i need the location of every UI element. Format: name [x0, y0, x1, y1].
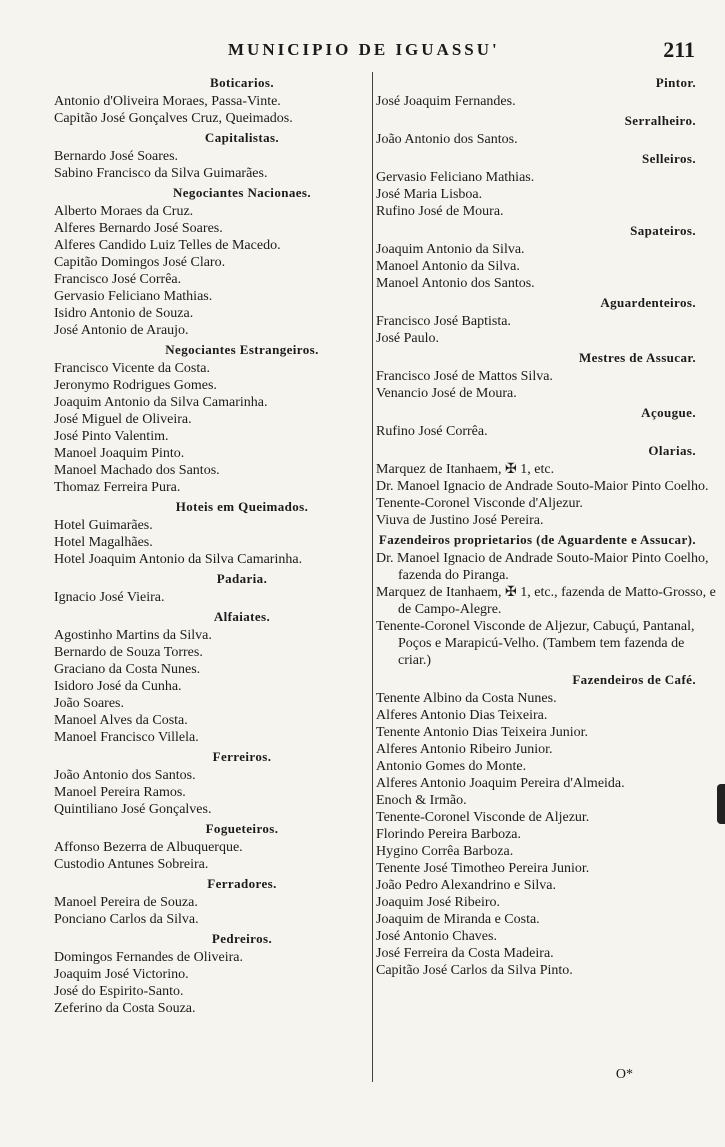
directory-entry: Alferes Antonio Dias Teixeira.	[376, 708, 548, 723]
section-title: Fazendeiros de Café.	[572, 672, 696, 687]
directory-entry: João Soares.	[54, 696, 124, 711]
section-title: Aguardenteiros.	[600, 295, 696, 310]
directory-entry: João Antonio dos Santos.	[376, 132, 518, 147]
directory-entry: Florindo Pereira Barboza.	[376, 827, 522, 842]
section-title: Pedreiros.	[211, 931, 273, 946]
directory-entry: José Antonio de Araujo.	[54, 323, 189, 338]
directory-entry: Hygino Corrêa Barboza.	[376, 844, 514, 859]
page-title: MUNICIPIO DE IGUASSU'	[228, 40, 500, 59]
section-title: Padaria.	[216, 571, 268, 586]
directory-entry: Ponciano Carlos da Silva.	[54, 912, 199, 927]
directory-entry: Alferes Bernardo José Soares.	[54, 221, 223, 236]
directory-entry: Graciano da Costa Nunes.	[54, 662, 201, 677]
directory-entry: Capitão José Carlos da Silva Pinto.	[376, 963, 573, 978]
page-header	[0, 37, 725, 70]
directory-entry: Quintiliano José Gonçalves.	[54, 802, 212, 817]
directory-entry: Manoel Alves da Costa.	[54, 713, 188, 728]
directory-entry: Manoel Antonio da Silva.	[376, 259, 520, 274]
directory-entry: José Pinto Valentim.	[54, 429, 169, 444]
directory-entry: Hotel Joaquim Antonio da Silva Camarinha.	[54, 552, 303, 567]
section-title: Ferreiros.	[212, 749, 272, 764]
right-column	[376, 72, 716, 979]
directory-entry: Zeferino da Costa Souza.	[54, 1001, 196, 1016]
directory-entry: Jeronymo Rodrigues Gomes.	[54, 378, 217, 393]
section-title: Fazendeiros proprietarios (de Aguardente e Assucar).	[378, 532, 696, 547]
directory-entry: Custodio Antunes Sobreira.	[54, 857, 209, 872]
directory-entry: Manoel Machado dos Santos.	[54, 463, 220, 478]
directory-entry: Agostinho Martins da Silva.	[54, 628, 212, 643]
directory-entry: Antonio Gomes do Monte.	[376, 759, 527, 774]
directory-entry: Francisco José Baptista.	[376, 314, 511, 329]
directory-entry: José Joaquim Fernandes.	[376, 94, 516, 109]
directory-entry: José Miguel de Oliveira.	[54, 412, 192, 427]
directory-entry: Capitão Domingos José Claro.	[54, 255, 226, 270]
page-number: 211	[663, 37, 695, 62]
directory-entry: Sabino Francisco da Silva Guimarães.	[54, 166, 268, 181]
directory-entry: Tenente Albino da Costa Nunes.	[376, 691, 557, 706]
directory-entry: Marquez de Itanhaem, ✠ 1, etc., fazenda de Matto-Grosso, e de Campo-Alegre.	[376, 585, 716, 617]
section-title: Selleiros.	[642, 151, 696, 166]
directory-entry: Gervasio Feliciano Mathias.	[54, 289, 213, 304]
directory-entry: Hotel Magalhães.	[54, 535, 153, 550]
directory-entry: José Ferreira da Costa Madeira.	[376, 946, 554, 961]
section-title: Fogueteiros.	[205, 821, 279, 836]
directory-entry: Capitão José Gonçalves Cruz, Queimados.	[54, 111, 293, 126]
directory-entry: Alferes Candido Luiz Telles de Macedo.	[54, 238, 281, 253]
section-title: Sapateiros.	[630, 223, 696, 238]
directory-entry: Venancio José de Moura.	[376, 386, 517, 401]
section-title: Hoteis em Queimados.	[175, 499, 309, 514]
directory-entry: Dr. Manoel Ignacio de Andrade Souto-Maior Pinto Coelho, fazenda do Piranga.	[376, 551, 709, 583]
directory-entry: Francisco Vicente da Costa.	[54, 361, 210, 376]
directory-entry: Rufino José de Moura.	[376, 204, 504, 219]
directory-entry: Tenente José Timotheo Pereira Junior.	[376, 861, 590, 876]
directory-entry: Bernardo de Souza Torres.	[54, 645, 203, 660]
directory-entry: Viuva de Justino José Pereira.	[376, 513, 544, 528]
directory-entry: José do Espirito-Santo.	[54, 984, 184, 999]
section-title: Capitalistas.	[204, 130, 280, 145]
directory-entry: Joaquim de Miranda e Costa.	[376, 912, 540, 927]
directory-entry: Dr. Manoel Ignacio de Andrade Souto-Maior Pinto Coelho.	[376, 479, 709, 494]
directory-entry: Joaquim Antonio da Silva Camarinha.	[54, 395, 268, 410]
directory-entry: Ignacio José Vieira.	[54, 590, 165, 605]
directory-entry: Francisco José de Mattos Silva.	[376, 369, 553, 384]
directory-entry: Affonso Bezerra de Albuquerque.	[54, 840, 243, 855]
directory-entry: Enoch & Irmão.	[376, 793, 467, 808]
directory-entry: Tenente-Coronel Visconde d'Aljezur.	[376, 496, 583, 511]
left-column	[54, 72, 370, 1017]
directory-entry: Joaquim Antonio da Silva.	[376, 242, 525, 257]
signature-mark: O*	[615, 1067, 633, 1082]
directory-entry: Alferes Antonio Ribeiro Junior.	[376, 742, 553, 757]
directory-entry: José Antonio Chaves.	[376, 929, 497, 944]
directory-entry: Manoel Antonio dos Santos.	[376, 276, 535, 291]
directory-entry: Alferes Antonio Joaquim Pereira d'Almeida.	[376, 776, 625, 791]
section-title: Mestres de Assucar.	[578, 350, 696, 365]
directory-entry: Manoel Pereira de Souza.	[54, 895, 198, 910]
directory-entry: Alberto Moraes da Cruz.	[54, 204, 194, 219]
section-title: Olarias.	[648, 443, 696, 458]
section-title: Pintor.	[655, 75, 696, 90]
directory-entry: Joaquim José Ribeiro.	[376, 895, 501, 910]
directory-entry: Rufino José Corrêa.	[376, 424, 488, 439]
section-title: Negociantes Estrangeiros.	[165, 342, 319, 357]
directory-entry: Francisco José Corrêa.	[54, 272, 182, 287]
directory-entry: Joaquim José Victorino.	[54, 967, 189, 982]
directory-entry: Manoel Francisco Villela.	[54, 730, 199, 745]
directory-entry: João Pedro Alexandrino e Silva.	[376, 878, 557, 893]
directory-entry: Domingos Fernandes de Oliveira.	[54, 950, 243, 965]
directory-entry: Tenente Antonio Dias Teixeira Junior.	[376, 725, 589, 740]
section-title: Boticarios.	[210, 75, 274, 90]
directory-entry: Isidro Antonio de Souza.	[54, 306, 194, 321]
directory-entry: Thomaz Ferreira Pura.	[54, 480, 181, 495]
section-title: Ferradores.	[207, 876, 277, 891]
directory-entry: Tenente-Coronel Visconde de Aljezur, Cabuçú, Pantanal, Poços e Marapicú-Velho. (Tambem tem fazenda de criar.)	[376, 619, 695, 668]
directory-entry: Hotel Guimarães.	[54, 518, 153, 533]
directory-entry: Bernardo José Soares.	[54, 149, 179, 164]
section-title: Açougue.	[641, 405, 696, 420]
section-title: Negociantes Nacionaes.	[172, 185, 312, 200]
directory-entry: João Antonio dos Santos.	[54, 768, 196, 783]
directory-entry: José Maria Lisboa.	[376, 187, 483, 202]
directory-entry: Gervasio Feliciano Mathias.	[376, 170, 535, 185]
section-title: Alfaiates.	[213, 609, 271, 624]
directory-entry: Antonio d'Oliveira Moraes, Passa-Vinte.	[54, 94, 281, 109]
directory-entry: José Paulo.	[376, 331, 439, 346]
directory-entry: Tenente-Coronel Visconde de Aljezur.	[376, 810, 590, 825]
directory-entry: Manoel Pereira Ramos.	[54, 785, 186, 800]
section-title: Serralheiro.	[624, 113, 696, 128]
column-divider	[372, 72, 373, 1082]
directory-entry: Manoel Joaquim Pinto.	[54, 446, 185, 461]
ink-blot	[717, 784, 725, 824]
directory-entry: Marquez de Itanhaem, ✠ 1, etc.	[376, 462, 555, 477]
directory-entry: Isidoro José da Cunha.	[54, 679, 182, 694]
